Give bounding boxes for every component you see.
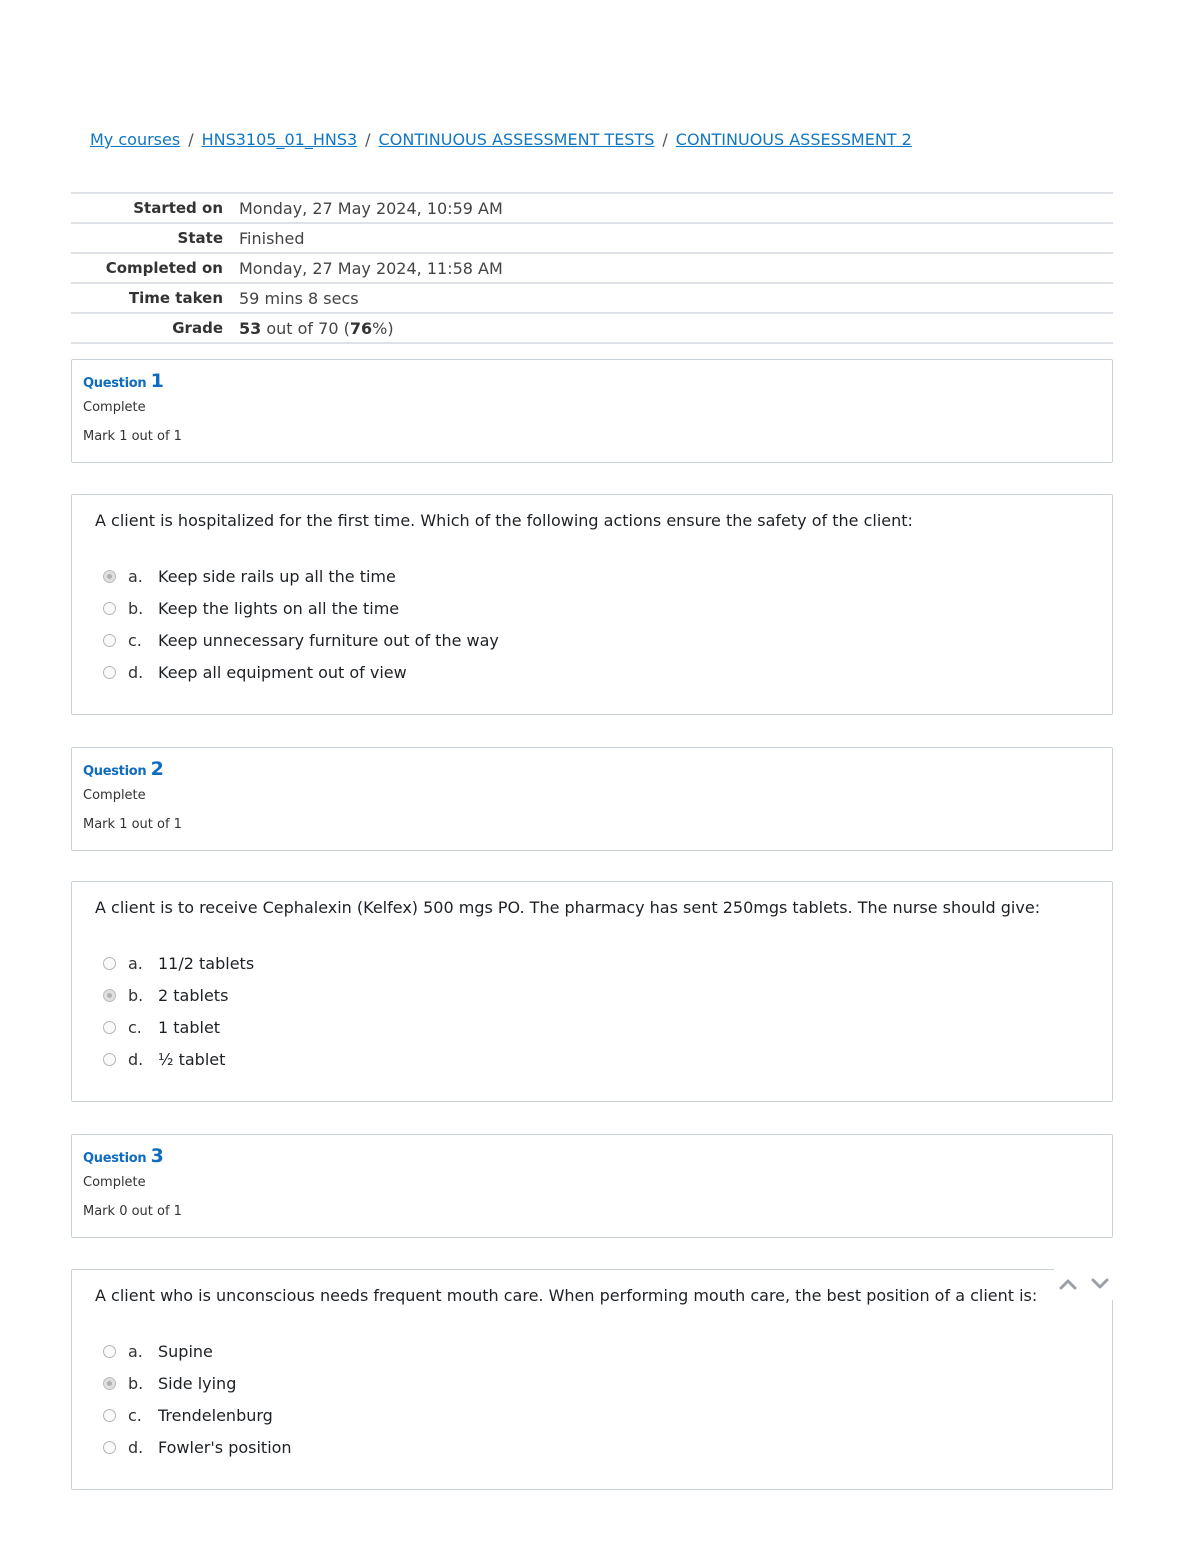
answer-option-b[interactable]	[95, 979, 1089, 1011]
question-content-1	[71, 494, 1113, 715]
question-state: Complete	[83, 788, 146, 803]
option-letter: c.	[128, 1405, 142, 1425]
answer-options	[95, 947, 1089, 1075]
radio-icon[interactable]	[103, 957, 116, 970]
question-label: Question	[83, 376, 147, 391]
completed-label: Completed on	[105, 259, 223, 277]
option-text: Keep unnecessary furniture out of the way	[158, 630, 499, 650]
summary-row-completed	[71, 254, 1113, 284]
question-number-value: 1	[150, 370, 164, 392]
summary-row-started	[71, 194, 1113, 224]
question-info-2	[71, 747, 1113, 851]
answer-option-d[interactable]	[95, 656, 1089, 688]
option-letter: a.	[128, 1341, 143, 1361]
option-text: Supine	[158, 1341, 213, 1361]
radio-icon[interactable]	[103, 1409, 116, 1422]
breadcrumb-separator: /	[662, 130, 668, 149]
answer-option-d[interactable]	[95, 1043, 1089, 1075]
radio-selected-icon[interactable]	[103, 570, 116, 583]
summary-row-state	[71, 224, 1113, 254]
option-letter: c.	[128, 1017, 142, 1037]
breadcrumb-separator: /	[188, 130, 194, 149]
question-info-3	[71, 1134, 1113, 1238]
answer-option-c[interactable]	[95, 624, 1089, 656]
option-letter: d.	[128, 1049, 144, 1069]
chevron-down-icon[interactable]	[1091, 1278, 1109, 1290]
answer-option-b[interactable]	[95, 1367, 1089, 1399]
question-text: A client is hospitalized for the first time. Which of the following actions ensure the safety of the client:	[95, 511, 913, 530]
option-text: 2 tablets	[158, 985, 229, 1005]
radio-icon[interactable]	[103, 1021, 116, 1034]
question-number-value: 3	[150, 1145, 164, 1167]
started-label: Started on	[133, 199, 223, 217]
attempt-summary-table	[71, 192, 1113, 344]
question-number	[83, 758, 1101, 780]
option-text: Side lying	[158, 1373, 237, 1393]
option-text: 11/2 tablets	[158, 953, 255, 973]
radio-icon[interactable]	[103, 602, 116, 615]
radio-icon[interactable]	[103, 1053, 116, 1066]
breadcrumb-my-courses[interactable]: My courses	[90, 130, 181, 149]
option-text: Keep all equipment out of view	[158, 662, 407, 682]
grade-label: Grade	[172, 319, 223, 337]
answer-options	[95, 560, 1089, 688]
question-text: A client who is unconscious needs frequent mouth care. When performing mouth care, the best position of a client is:	[95, 1286, 1038, 1305]
option-text: Keep the lights on all the time	[158, 598, 400, 618]
option-text: ½ tablet	[158, 1049, 226, 1069]
summary-row-grade	[71, 314, 1113, 344]
question-text: A client is to receive Cephalexin (Kelfex) 500 mgs PO. The pharmacy has sent 250mgs tablets. The nurse should give:	[95, 898, 1041, 917]
grade-value	[239, 319, 394, 338]
option-letter: a.	[128, 566, 143, 586]
radio-selected-icon[interactable]	[103, 989, 116, 1002]
radio-icon[interactable]	[103, 1441, 116, 1454]
option-letter: b.	[128, 1373, 144, 1393]
answer-option-d[interactable]	[95, 1431, 1089, 1463]
grade-percent-sign: %)	[372, 318, 394, 338]
question-info-1	[71, 359, 1113, 463]
grade-out-of: out of 70 (	[261, 318, 350, 338]
option-text: Trendelenburg	[158, 1405, 273, 1425]
question-content-2	[71, 881, 1113, 1102]
question-content-3	[71, 1269, 1113, 1490]
question-label: Question	[83, 764, 147, 779]
question-number-value: 2	[150, 758, 164, 780]
option-text: 1 tablet	[158, 1017, 221, 1037]
answer-option-b[interactable]	[95, 592, 1089, 624]
breadcrumb-separator: /	[365, 130, 371, 149]
question-mark: Mark 1 out of 1	[83, 817, 182, 832]
time-taken-value: 59 mins 8 secs	[239, 288, 359, 308]
grade-score: 53	[239, 318, 262, 338]
state-label: State	[177, 229, 223, 247]
question-mark: Mark 0 out of 1	[83, 1204, 182, 1219]
breadcrumb	[90, 130, 912, 149]
answer-option-c[interactable]	[95, 1011, 1089, 1043]
completed-value: Monday, 27 May 2024, 11:58 AM	[239, 258, 503, 278]
breadcrumb-quiz[interactable]: CONTINUOUS ASSESSMENT 2	[675, 130, 912, 149]
started-value: Monday, 27 May 2024, 10:59 AM	[239, 198, 503, 218]
answer-option-a[interactable]	[95, 947, 1089, 979]
option-letter: d.	[128, 662, 144, 682]
breadcrumb-course[interactable]: HNS3105_01_HNS3	[201, 130, 358, 149]
state-value: Finished	[239, 228, 305, 248]
grade-percent: 76	[349, 318, 373, 338]
answer-option-a[interactable]	[95, 1335, 1089, 1367]
answer-option-a[interactable]	[95, 560, 1089, 592]
option-text: Fowler's position	[158, 1437, 292, 1457]
question-state: Complete	[83, 1175, 146, 1190]
question-state: Complete	[83, 400, 146, 415]
summary-row-time	[71, 284, 1113, 314]
answer-option-c[interactable]	[95, 1399, 1089, 1431]
radio-icon[interactable]	[103, 666, 116, 679]
question-label: Question	[83, 1151, 147, 1166]
scroll-navigation	[1054, 1268, 1114, 1300]
option-letter: b.	[128, 598, 144, 618]
breadcrumb-section[interactable]: CONTINUOUS ASSESSMENT TESTS	[378, 130, 655, 149]
chevron-up-icon[interactable]	[1059, 1278, 1077, 1290]
option-text: Keep side rails up all the time	[158, 566, 396, 586]
option-letter: b.	[128, 985, 144, 1005]
answer-options	[95, 1335, 1089, 1463]
question-mark: Mark 1 out of 1	[83, 429, 182, 444]
radio-icon[interactable]	[103, 634, 116, 647]
option-letter: a.	[128, 953, 143, 973]
radio-selected-icon[interactable]	[103, 1377, 116, 1390]
option-letter: d.	[128, 1437, 144, 1457]
radio-icon[interactable]	[103, 1345, 116, 1358]
option-letter: c.	[128, 630, 142, 650]
question-number	[83, 370, 1101, 392]
time-taken-label: Time taken	[128, 289, 223, 307]
question-number	[83, 1145, 1101, 1167]
